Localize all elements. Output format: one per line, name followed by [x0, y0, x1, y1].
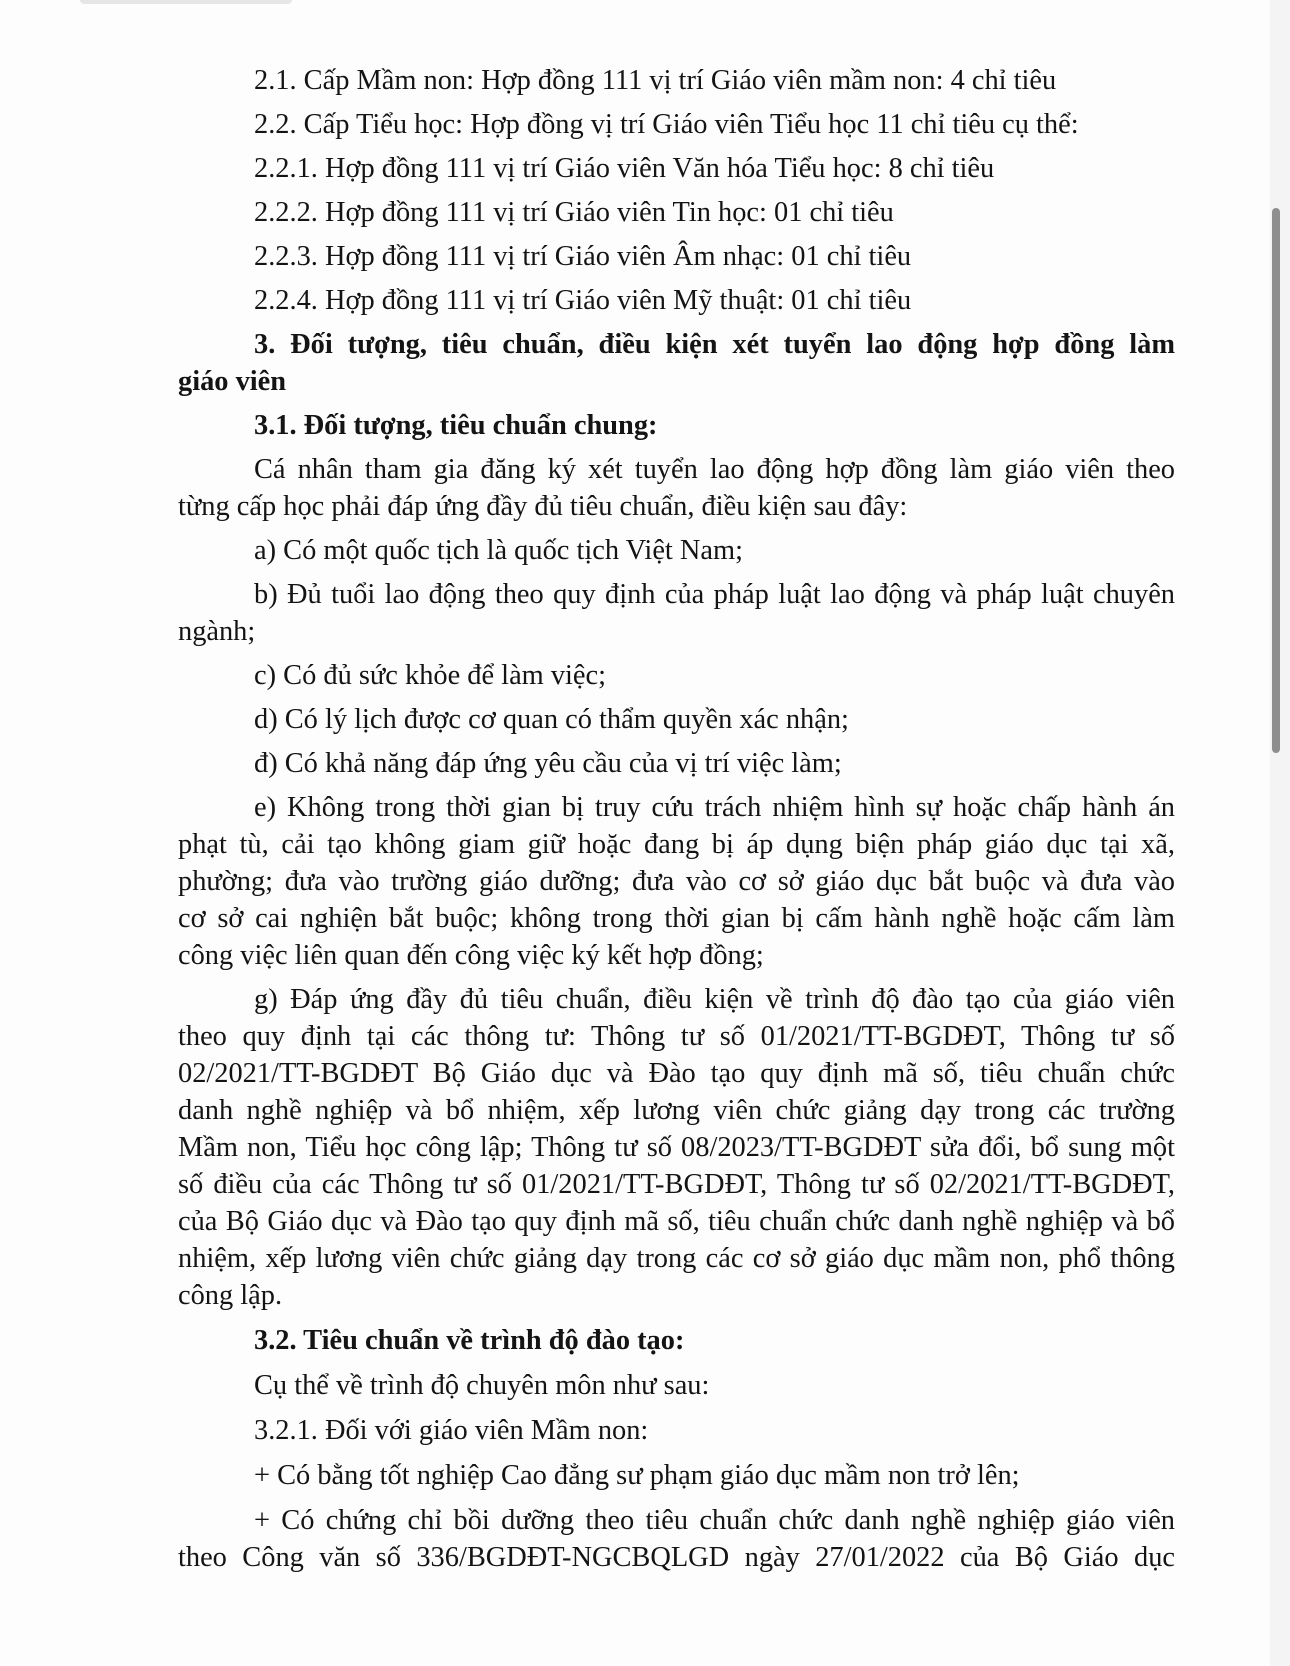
item-2-2-4: 2.2.4. Hợp đồng 111 vị trí Giáo viên Mỹ thuật: 01 chỉ tiêu — [254, 285, 912, 316]
section-3-heading: 3. Đối tượng, tiêu chuẩn, điều kiện xét tuyển lao động hợp đồng làm — [254, 329, 1175, 360]
condition-c: c) Có đủ sức khỏe để làm việc; — [254, 660, 607, 691]
requirement-certificate-cont: theo Công văn số 336/BGDĐT-NGCBQLGD ngày 27/01/2022 của Bộ Giáo dục — [178, 1542, 1175, 1573]
qualification-intro: Cụ thể về trình độ chuyên môn như sau: — [254, 1370, 710, 1401]
condition-e-line-2: phạt tù, cải tạo không giam giữ hoặc đang bị áp dụng biện pháp giáo dục tại xã, — [178, 829, 1175, 860]
condition-g-line-3: 02/2021/TT-BGDĐT Bộ Giáo dục và Đào tạo quy định mã số, tiêu chuẩn chức — [178, 1058, 1175, 1089]
condition-g-line-7: của Bộ Giáo dục và Đào tạo quy định mã số, tiêu chuẩn chức danh nghề nghiệp và bổ — [178, 1206, 1175, 1237]
item-2-2-1: 2.2.1. Hợp đồng 111 vị trí Giáo viên Văn hóa Tiểu học: 8 chỉ tiêu — [254, 153, 995, 184]
paragraph-intro-cont: từng cấp học phải đáp ứng đầy đủ tiêu chuẩn, điều kiện sau đây: — [178, 491, 908, 522]
section-3-2-1: 3.2.1. Đối với giáo viên Mầm non: — [254, 1415, 649, 1446]
item-2-1: 2.1. Cấp Mầm non: Hợp đồng 111 vị trí Giáo viên mầm non: 4 chỉ tiêu — [254, 65, 1057, 96]
document-body — [178, 62, 1175, 1576]
section-3-1-heading: 3.1. Đối tượng, tiêu chuẩn chung: — [254, 410, 658, 441]
condition-b-cont: ngành; — [178, 616, 256, 647]
condition-dd: đ) Có khả năng đáp ứng yêu cầu của vị trí việc làm; — [254, 748, 842, 779]
condition-g: g) Đáp ứng đầy đủ tiêu chuẩn, điều kiện về trình độ đào tạo của giáo viên — [254, 984, 1175, 1015]
condition-a: a) Có một quốc tịch là quốc tịch Việt Nam; — [254, 535, 743, 566]
condition-e-line-5: công việc liên quan đến công việc ký kết hợp đồng; — [178, 940, 764, 971]
section-3-2-heading: 3.2. Tiêu chuẩn về trình độ đào tạo: — [254, 1325, 685, 1356]
paragraph-intro: Cá nhân tham gia đăng ký xét tuyển lao động hợp đồng làm giáo viên theo — [254, 454, 1175, 485]
condition-g-line-4: danh nghề nghiệp và bổ nhiệm, xếp lương viên chức giảng dạy trong các trường — [178, 1095, 1175, 1126]
scrollbar-thumb[interactable] — [1272, 208, 1280, 753]
section-3-heading-cont: giáo viên — [178, 366, 287, 397]
condition-g-line-9: công lập. — [178, 1280, 283, 1311]
item-2-2-2: 2.2.2. Hợp đồng 111 vị trí Giáo viên Tin học: 01 chỉ tiêu — [254, 197, 894, 228]
condition-b: b) Đủ tuổi lao động theo quy định của pháp luật lao động và pháp luật chuyên — [254, 579, 1175, 610]
condition-g-line-5: Mầm non, Tiểu học công lập; Thông tư số 08/2023/TT-BGDĐT sửa đổi, bổ sung một — [178, 1132, 1175, 1163]
condition-e-line-3: phường; đưa vào trường giáo dưỡng; đưa vào cơ sở giáo dục bắt buộc và đưa vào — [178, 866, 1175, 897]
condition-e: e) Không trong thời gian bị truy cứu trách nhiệm hình sự hoặc chấp hành án — [254, 792, 1175, 823]
requirement-certificate: + Có chứng chỉ bồi dưỡng theo tiêu chuẩn chức danh nghề nghiệp giáo viên — [254, 1505, 1175, 1536]
condition-g-line-2: theo quy định tại các thông tư: Thông tư số 01/2021/TT-BGDĐT, Thông tư số — [178, 1021, 1175, 1052]
top-edge-tab — [80, 0, 292, 4]
condition-g-line-6: số điều của các Thông tư số 01/2021/TT-BGDĐT, Thông tư số 02/2021/TT-BGDĐT, — [178, 1169, 1175, 1200]
item-2-2: 2.2. Cấp Tiểu học: Hợp đồng vị trí Giáo viên Tiểu học 11 chỉ tiêu cụ thể: — [254, 109, 1079, 140]
condition-g-line-8: nhiệm, xếp lương viên chức giảng dạy trong các cơ sở giáo dục mầm non, phổ thông — [178, 1243, 1175, 1274]
condition-e-line-4: cơ sở cai nghiện bắt buộc; không trong thời gian bị cấm hành nghề hoặc cấm làm — [178, 903, 1175, 934]
item-2-2-3: 2.2.3. Hợp đồng 111 vị trí Giáo viên Âm nhạc: 01 chỉ tiêu — [254, 241, 912, 272]
requirement-degree: + Có bằng tốt nghiệp Cao đẳng sư phạm giáo dục mầm non trở lên; — [254, 1460, 1020, 1491]
condition-d: d) Có lý lịch được cơ quan có thẩm quyền xác nhận; — [254, 704, 849, 735]
